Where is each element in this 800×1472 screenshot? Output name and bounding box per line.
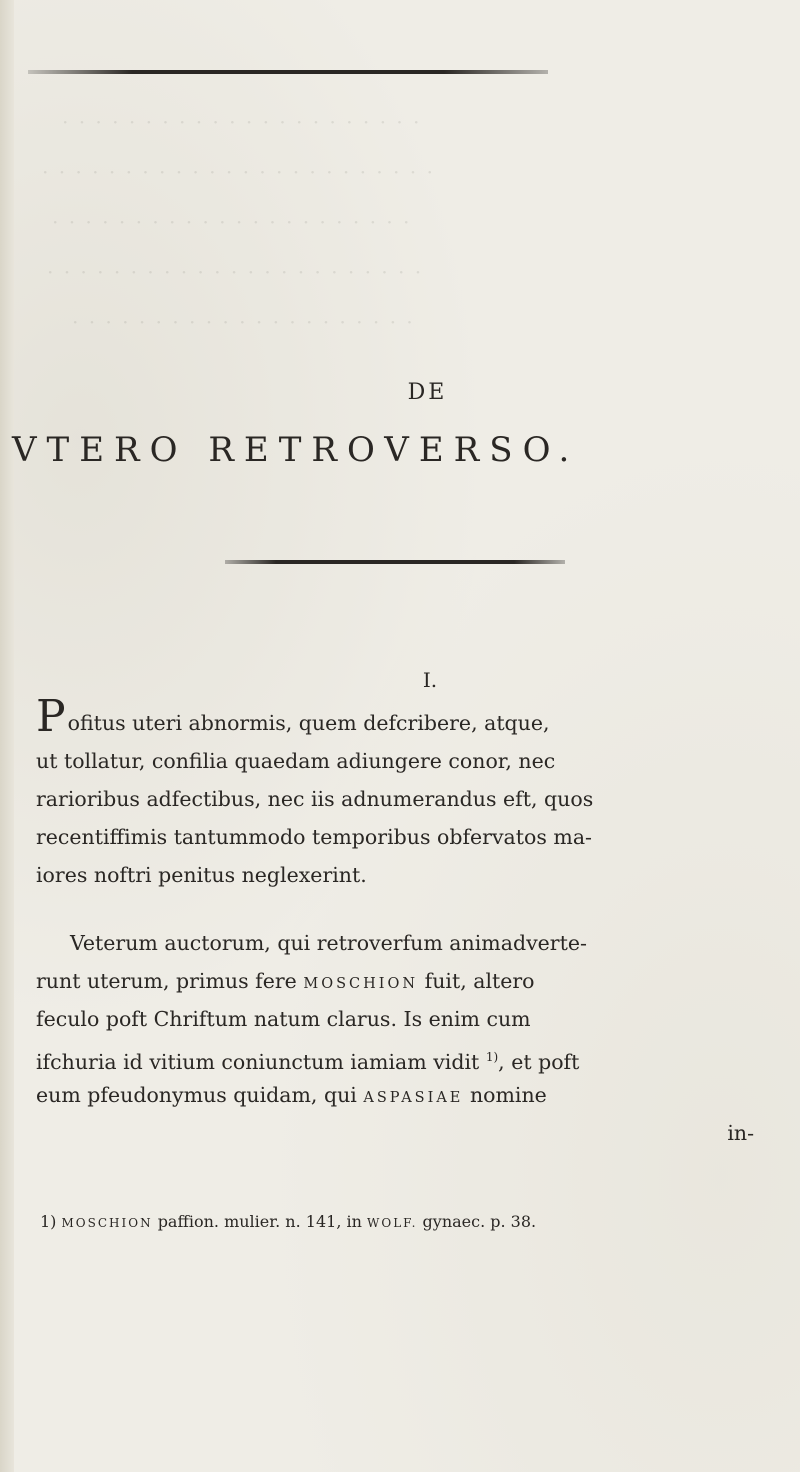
text-segment: eum pfeudonymus quidam, qui [36, 1083, 357, 1107]
text-line: iores noftri penitus neglexerint. [36, 863, 367, 887]
heading-preposition: DE [407, 380, 448, 405]
bleed-through-text: · · · · · · · · · · · · · · · · · · · · · · [60, 110, 420, 134]
author-name: MOSCHION [303, 976, 419, 992]
page-title: VTERO RETROVERSO. [12, 430, 580, 470]
bleed-through-text: · · · · · · · · · · · · · · · · · · · · · · · [45, 260, 422, 284]
text-line [36, 1038, 776, 1076]
paragraph-1 [36, 691, 776, 894]
bleed-through-text: · · · · · · · · · · · · · · · · · · · · · [70, 310, 413, 334]
text-line: ut tollatur, confilia quaedam adiungere conor, nec [36, 749, 556, 773]
section-number: I. [422, 668, 438, 692]
text-segment: fuit, altero [424, 969, 535, 993]
footnote-marker: 1) [40, 1212, 57, 1231]
text-line [36, 962, 776, 1000]
paragraph-2 [36, 924, 776, 1152]
paragraph-spacer [36, 894, 776, 924]
text-segment: nomine [469, 1083, 547, 1107]
text-segment: , et poft [498, 1049, 580, 1074]
body-text [36, 691, 776, 1152]
text-line: Veterum auctorum, qui retroverfum animadverte- [70, 931, 587, 955]
text-line: rarioribus adfectibus, nec iis adnumerandus eft, quos [36, 787, 594, 811]
footnote [40, 1212, 780, 1231]
text-line-content: ofitus uteri abnormis, quem defcribere, atque, [67, 711, 550, 735]
bleed-through-text: · · · · · · · · · · · · · · · · · · · · · · · · [40, 160, 433, 184]
catchword: in- [727, 1121, 754, 1145]
author-name: ASPASIAE [363, 1090, 464, 1106]
footnote-ref: 1) [485, 1050, 499, 1064]
text-segment: runt uterum, primus fere [36, 969, 297, 993]
text-line [36, 691, 776, 742]
footnote-author: WOLF. [367, 1216, 418, 1230]
title-rule [225, 560, 565, 564]
bleed-through-text: · · · · · · · · · · · · · · · · · · · · · · [50, 210, 410, 234]
text-line [36, 1076, 776, 1114]
text-segment: ifchuria id vitium coniunctum iamiam vidit [36, 1049, 480, 1074]
footnote-author: MOSCHION [61, 1216, 153, 1230]
footnote-text: gynaec. p. 38. [422, 1212, 537, 1231]
text-line: feculo poft Chriftum natum clarus. Is enim cum [36, 1007, 531, 1031]
text-line: recentiffimis tantummodo temporibus obfervatos ma- [36, 825, 592, 849]
drop-cap: P [36, 691, 66, 742]
footnote-text: paffion. mulier. n. 141, in [157, 1212, 362, 1231]
page-binding-edge [0, 0, 14, 1472]
top-rule [28, 70, 548, 74]
